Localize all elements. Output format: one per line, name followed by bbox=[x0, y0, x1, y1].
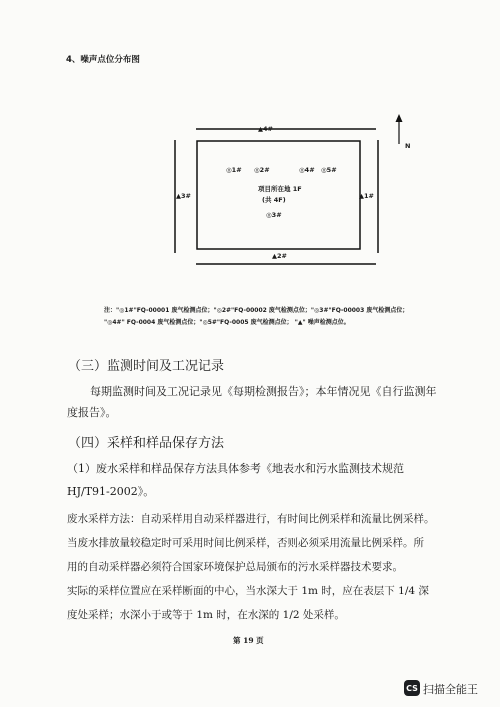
sampling-position-2: 度处采样；水深小于或等于 1m 时，在水深的 1/2 处采样。 bbox=[67, 609, 345, 621]
gas-point-2: ◎2# bbox=[254, 166, 270, 174]
building-label-floor: 项目所在地 1F bbox=[258, 185, 302, 193]
noise-point-2: ▲2# bbox=[272, 252, 287, 260]
diagram-note-line-2: "◎4#" FQ-0004 废气检测点位；"◎5#"FQ-0005 废气检测点位； "▲" 噪声检测点位。 bbox=[104, 319, 350, 326]
noise-point-3: ▲3# bbox=[176, 192, 191, 200]
camscanner-watermark: 扫描全能王 bbox=[423, 683, 478, 696]
building-label-total: (共 4F) bbox=[262, 196, 286, 204]
noise-point-1: ▲1# bbox=[359, 192, 374, 200]
noise-point-diagram bbox=[140, 110, 410, 280]
north-arrow-head bbox=[396, 114, 403, 122]
monitoring-time-text-1: 每期监测时间及工况记录见《每期检测报告》；本年情况见《自行监测年 bbox=[90, 385, 437, 398]
diagram-note-line-1: 注："◎1#"FQ-00001 废气检测点位；"◎2#"FQ-00002 废气检测点位；"◎3#"FQ-00003 废气检测点位； bbox=[104, 307, 409, 314]
gas-point-4: ◎4# bbox=[299, 166, 315, 174]
gas-point-3: ◎3# bbox=[266, 211, 282, 219]
section-title-noise-map: 4、噪声点位分布图 bbox=[66, 55, 140, 65]
monitoring-time-text-2: 度报告》。 bbox=[67, 406, 117, 419]
wastewater-method-3: 用的自动采样器必须符合国家环境保护总局颁布的污水采样器技术要求。 bbox=[67, 561, 403, 573]
sampling-text-1: （1）废水采样和样品保存方法具体参考《地表水和污水监测技术规范 bbox=[67, 462, 404, 475]
page-number: 第 19 页 bbox=[233, 636, 264, 645]
camscanner-logo-icon: CS bbox=[404, 680, 420, 696]
section-title-sampling: （四）采样和样品保存方法 bbox=[68, 436, 225, 451]
wastewater-method-2: 当废水排放量较稳定时可采用时间比例采样，否则必须采用流量比例采样。所 bbox=[67, 537, 424, 549]
wastewater-method-1: 废水采样方法：自动采样用自动采样器进行，有时间比例采样和流量比例采样。 bbox=[67, 513, 435, 525]
noise-point-4: ▲4# bbox=[258, 125, 273, 133]
gas-point-5: ◎5# bbox=[321, 166, 337, 174]
sampling-text-2: HJ/T91-2002》。 bbox=[67, 485, 155, 498]
gas-point-1: ◎1# bbox=[226, 166, 242, 174]
sampling-position-1: 实际的采样位置应在采样断面的中心，当水深大于 1m 时，应在表层下 1/4 深 bbox=[67, 585, 429, 597]
north-label: N bbox=[405, 142, 411, 150]
section-title-monitoring-time: （三）监测时间及工况记录 bbox=[68, 359, 225, 374]
